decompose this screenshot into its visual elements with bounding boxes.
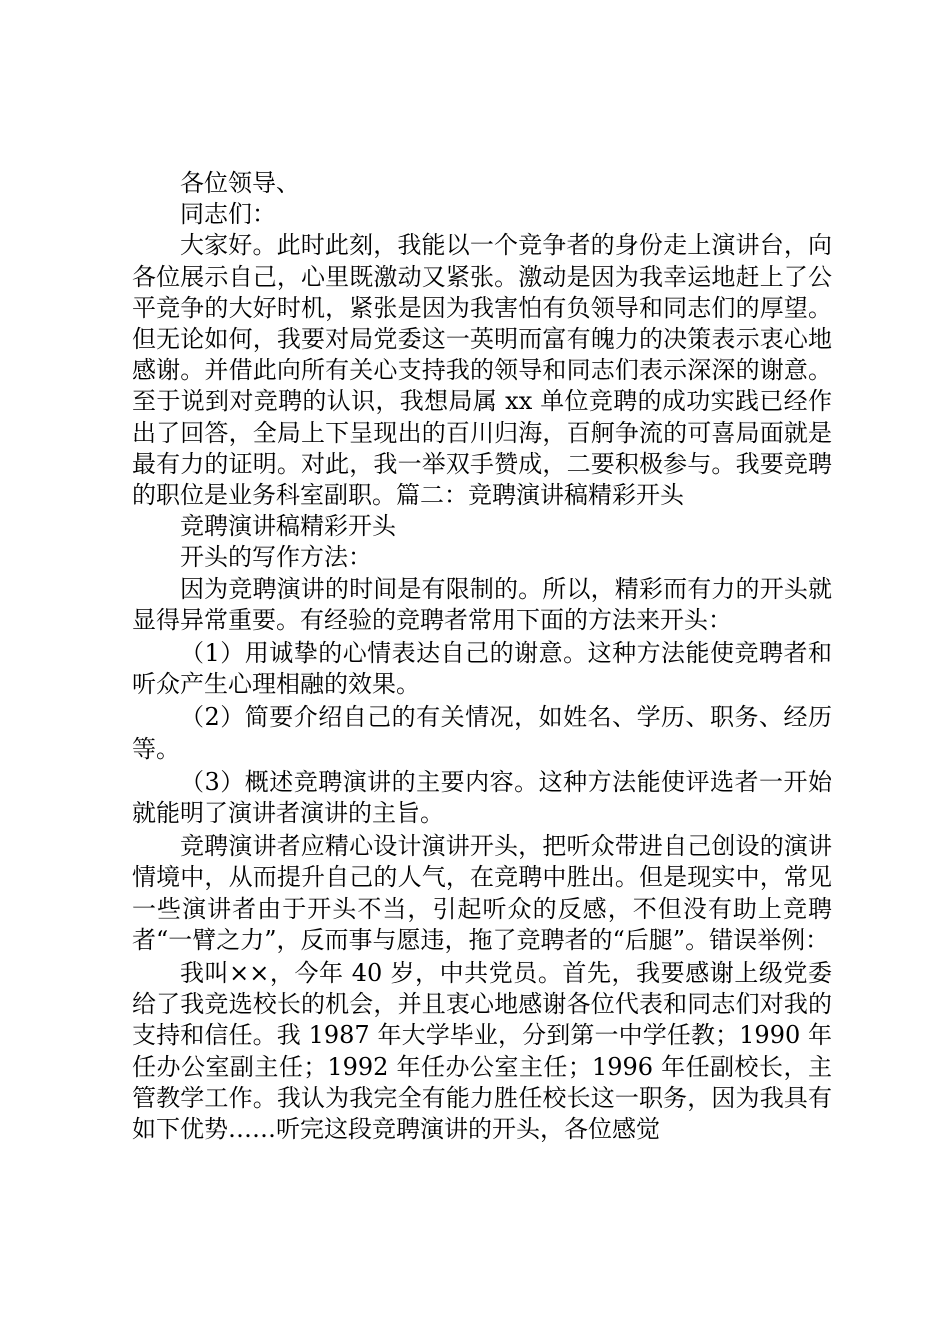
method-item-3: （3）概述竞聘演讲的主要内容。这种方法能使评选者一开始就能明了演讲者演讲的主旨。	[132, 767, 832, 828]
subheading-methods: 开头的写作方法：	[180, 543, 372, 572]
document-body	[132, 168, 832, 1145]
method-item-2: （2）简要介绍自己的有关情况，如姓名、学历、职务、经历等。	[132, 703, 832, 763]
method-item-1: （1）用诚挚的心情表达自己的谢意。这种方法能使竞聘者和听众产生心理相融的效果。	[132, 639, 832, 699]
methods-intro-paragraph: 因为竞聘演讲的时间是有限制的。所以，精彩而有力的开头就显得异常重要。有经验的竞聘者常用下面的方法来开头：	[132, 574, 832, 634]
salutation-line-1: 各位领导、	[180, 169, 300, 197]
opening-paragraph: 大家好。此时此刻，我能以一个竞争者的身份走上演讲台，向各位展示自己，心里既激动又紧张。激动是因为我幸运地赶上了公平竞争的大好时机，紧张是因为我害怕有负领导和同志们的厚望。但无论如何，我要对局党委这一英明而富有魄力的决策表示衷心地感谢。并借此向所有关心支持我的领导和同志们表示深深的谢意。至于说到对竞聘的认识，我想局属 xx 单位竞聘的成功实践已经作出了回答，全局上下呈现出的百川归海，百舸争流的可喜局面就是最有力的证明。对此，我一举双手赞成，二要积极参与。我要竞聘的职位是业务科室副职。篇二：竞聘演讲稿精彩开头	[132, 231, 832, 510]
example-paragraph: 我叫××，今年 40 岁，中共党员。首先，我要感谢上级党委给了我竞选校长的机会，并且衷心地感谢各位代表和同志们对我的支持和信任。我 1987 年大学毕业，分到第一中学任教；1990 年任办公室副主任；1992 年任办公室主任；1996 年任副校长，主管教学工作。我认为我完全有能力胜任校长这一职务，因为我具有如下优势……听完这段竞聘演讲的开头，各位感觉	[132, 959, 832, 1144]
section-heading: 竞聘演讲稿精彩开头	[180, 512, 396, 541]
salutation-line-2: 同志们：	[180, 200, 276, 229]
design-advice-paragraph: 竞聘演讲者应精心设计演讲开头，把听众带进自己创设的演讲情境中，从而提升自己的人气，在竞聘中胜出。但是现实中，常见一些演讲者由于开头不当，引起听众的反感，不但没有助上竞聘者“一臂之力”，反而事与愿违，拖了竞聘者的“后腿”。错误举例：	[132, 832, 832, 954]
